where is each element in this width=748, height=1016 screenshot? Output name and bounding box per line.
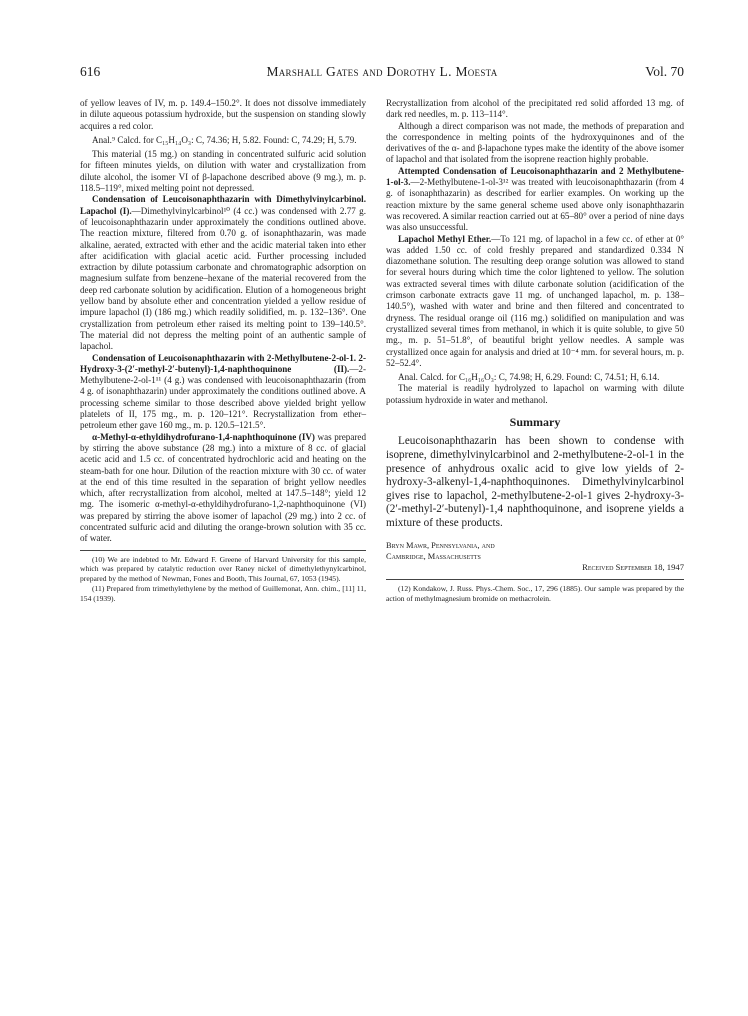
page-number: 616: [80, 64, 101, 79]
section-heading: Attempted Condensation of Leucoisonaphthazarin and 2 Methylbutene-1-ol-3.: [386, 165, 684, 188]
footnote: (11) Prepared from trimethylethylene by the method of Guillemonat, Ann. chim., [11] 11, 154 (1939).: [80, 583, 366, 603]
section-paragraph: [80, 432, 366, 545]
volume-label: Vol. 70: [645, 64, 684, 79]
section-paragraph: [80, 194, 366, 352]
left-column: [80, 98, 366, 604]
footnote-divider: [80, 550, 366, 551]
running-head: [80, 64, 684, 84]
section-heading: α-Methyl-α-ethyldihydrofurano-1,4-naphthoquinone (IV): [92, 431, 315, 442]
paragraph: of yellow leaves of IV, m. p. 149.4–150.2°. It does not dissolve immediately in dilute aqueous potassium hydroxide, but the suspension on standing slowly acquires a red color.: [80, 98, 366, 131]
analysis-line: Anal.⁹ Calcd. for C₁₅H₁₄O₃: C, 74.36; H, 5.82. Found: C, 74.29; H, 5.79.: [92, 134, 357, 145]
section-heading: Condensation of Leucoisonaphthazarin with 2-Methylbutene-2-ol-1. 2-Hydroxy-3-(2′-methyl-2′-butenyl)-1,4-naphthoquinone (II).: [80, 352, 366, 374]
affiliation-line: Bryn Mawr, Pennsylvania, and: [386, 541, 495, 551]
footnote: (12) Kondakow, J. Russ. Phys.-Chem. Soc., 17, 296 (1885). Our sample was prepared by the action of methylmagnesium bromide on methacrolein.: [386, 583, 684, 603]
paragraph: Although a direct comparison was not made, the methods of preparation and the correspondence in melting points of the hydroxyquinones and of the derivatives of the α- and β-lapachone types make the identity of the above isomer of lapachol and that isolated from the isoprene reaction highly probable.: [386, 120, 684, 165]
affiliation: [386, 540, 684, 562]
section-paragraph: [80, 353, 366, 432]
running-title: Marshall Gates and Dorothy L. Moesta: [266, 64, 498, 79]
section-heading: Lapachol Methyl Ether.: [398, 233, 492, 244]
paragraph: The material is readily hydrolyzed to lapachol on warming with dilute potassium hydroxide in water and methanol.: [386, 383, 684, 405]
section-body: —Dimethylvinylcarbinol¹⁰ (4 cc.) was condensed with 2.77 g. of leucoisonaphthazarin under approximately the conditions outlined above. The reaction mixture, filtered from 0.70 g. of isonaphthazarin, was made alkaline, aerated, extracted with ether and the acidic material taken into ether after acidification with glacial acetic acid. Further processing included extraction by dilute potassium carbonate and chromatographic adsorption on magnesium sulfate from benzene–hexane of the material recovered from the deep red carbonate solution by acidification. Elution of a homogeneous bright yellow band by absolute ether and concentration yielded a yellow residue of impure lapachol (I) (186 mg.) which readily solidified, m. p. 132–136°. One crystallization from petroleum ether raised its melting point to 139–140.5°. The material did not depress the melting point of an authentic sample of lapachol.: [80, 205, 366, 352]
summary-text: Leucoisonaphthazarin has been shown to condense with isoprene, dimethylvinylcarbinol and 2-methylbutene-2-ol-1 in the presence of anhydrous oxalic acid to give low yields of 2-hydroxy-3-alkenyl-1,4-naphthoquinones. Dimethylvinylcarbinol gives rise to lapachol, 2-methylbutene-2-ol-1 gives 2-hydroxy-3-(2′-methyl-2′-butenyl)-1,4 naphthoquinone, and isoprene yields a mixture of these products.: [386, 435, 684, 529]
affiliation-line: Cambridge, Massachusetts: [386, 552, 481, 562]
section-paragraph: [386, 234, 684, 370]
paragraph: Recrystallization from alcohol of the precipitated red solid afforded 13 mg. of dark red needles, m. p. 113–114°.: [386, 98, 684, 120]
right-column: [386, 98, 684, 603]
footnote-divider: [386, 579, 684, 580]
section-body: —To 121 mg. of lapachol in a few cc. of ether at 0° was added 1.50 cc. of cold freshly prepared and standardized 0.334 N diazomethane solution. The resulting deep orange solution was allowed to stand for several hours during which time the color lightened to yellow. The solution was extracted several times with dilute carbonate solution (acidification of the crimson carbonate extracts gave 11 mg. of unchanged lapachol, m. p. 138–140.5°), washed with water and brine and then filtered and concentrated to dryness. The residual orange oil (116 mg.) solidified on manipulation and was crystallized several times from methanol, in which it is quite soluble, to give 50 mg., m. p. 51–51.8°, of beautiful bright yellow needles. A sample was crystallized once again for analysis and dried at 10⁻⁴ mm. for several hours, m. p. 52–52.4°.: [386, 233, 685, 368]
footnote: (10) We are indebted to Mr. Edward F. Greene of Harvard University for this sample, which was prepared by catalytic reduction over Raney nickel of dimethylethynylcarbinol, prepared by the method of Newman, Fones and Booth, This Journal, 67, 1053 (1945).: [80, 554, 366, 584]
summary-heading: Summary: [509, 415, 561, 430]
section-body: —2-Methylbutene-1-ol-3¹² was treated with leucoisonaphthazarin (from 4 g. of isonaphthazarin) as described for earlier examples. On working up the reaction mixture by the same general scheme used above only isonaphthazarin was recovered. A similar reaction carried out at 65–80° over a period of nine days was also unsuccessful.: [386, 177, 684, 233]
received-date: Received September 18, 1947: [582, 562, 684, 573]
section-heading: Condensation of Leucoisonaphthazarin with Dimethylvinylcarbinol. Lapachol (I).: [80, 194, 366, 216]
section-paragraph: [386, 166, 684, 234]
section-body: was prepared by stirring the above substance (28 mg.) into a mixture of 8 cc. of glacial acetic acid and 1.5 cc. of concentrated hydrochloric acid and heating on the steam-bath for one hour. Dilution of the reaction mixture with 30 cc. of water at the end of this time resulted in the separation of bright yellow needles which, after recrystallization from alcohol, melted at 147.5–148°; yield 12 mg. The isomeric α-methyl-α-ethyldihydrofurano-1,2-naphthoquinone (VI) was prepared by stirring the above isomer of lapachol (29 mg.) into 2 cc. of concentrated sulfuric acid and diluting the orange-brown solution with 35 cc. of water.: [80, 431, 366, 544]
paragraph: This material (15 mg.) on standing in concentrated sulfuric acid solution for fifteen minutes yields, on dilution with water and crystallization from dilute alcohol, the isomer VI of β-lapachone described above (9 mg.), m. p. 118.5–119°, mixed melting point not depressed.: [80, 149, 366, 194]
section-body: —2-Methylbutene-2-ol-1¹¹ (4 g.) was condensed with leucoisonaphthazarin (from 4 g. of isonaphthazarin) under approximately the conditions outlined above. A processing scheme similar to those described above yielded bright yellow platelets of II, 175 mg., m. p. 120–121°. Recrystallization from ether–petroleum ether gave 160 mg., m. p. 120.5–121.5°.: [80, 363, 366, 431]
analysis-line: Anal. Calcd. for C₁₆H₁₆O₃: C, 74.98; H, 6.29. Found: C, 74.51; H, 6.14.: [398, 372, 660, 383]
